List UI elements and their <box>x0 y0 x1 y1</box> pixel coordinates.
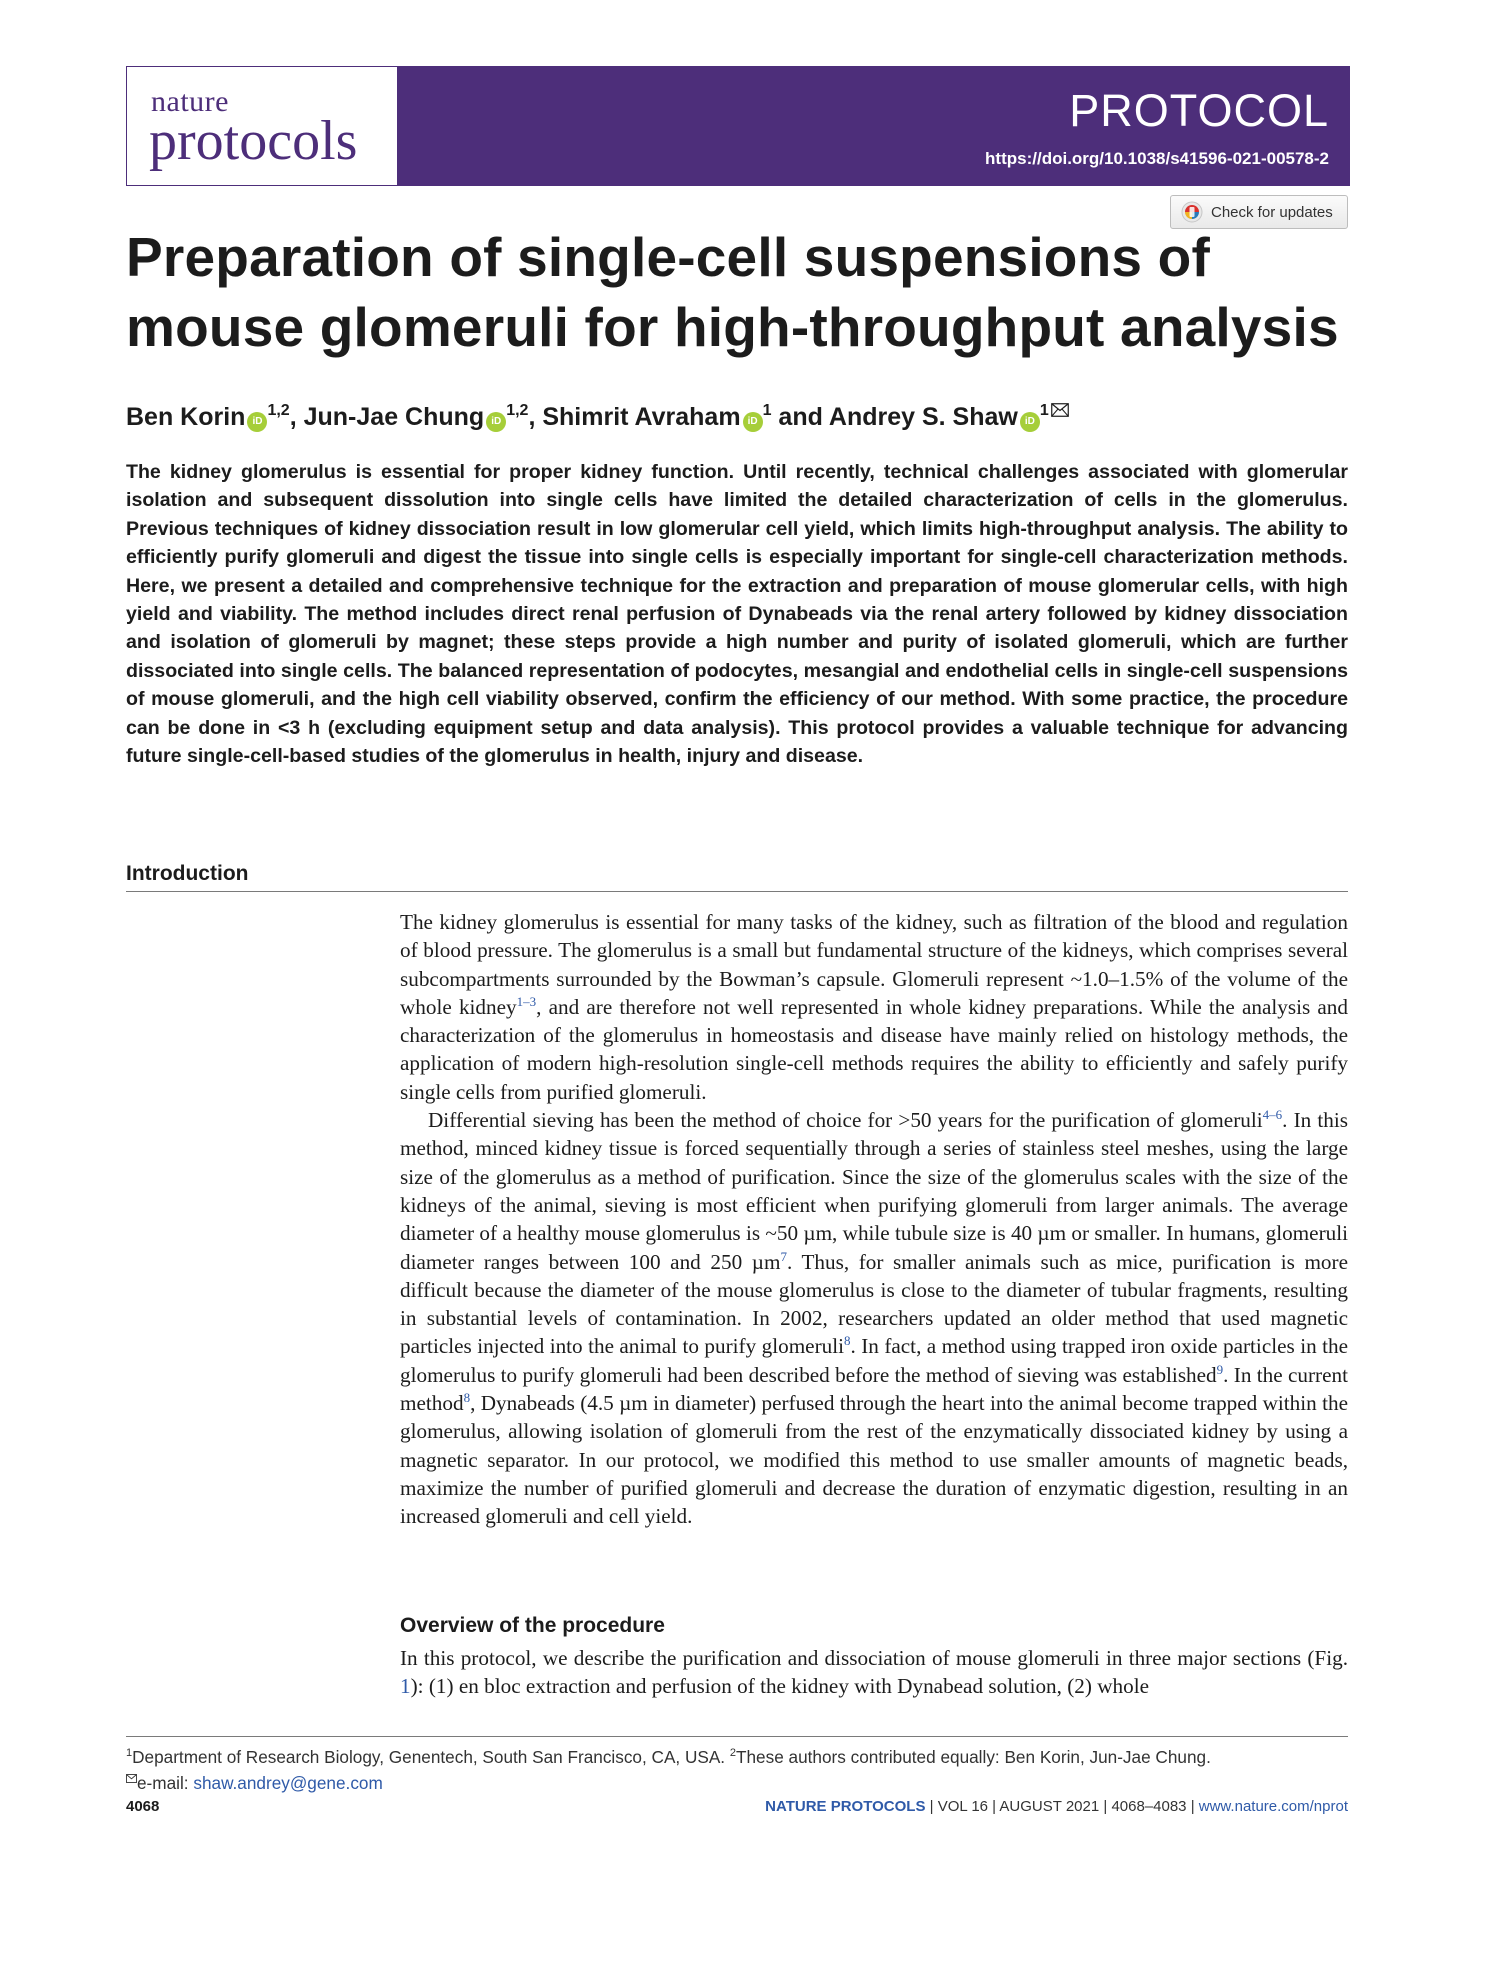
journal-url-link[interactable]: www.nature.com/nprot <box>1198 1798 1348 1815</box>
author-separator: , <box>528 403 536 431</box>
overview-heading: Overview of the procedure <box>400 1614 665 1637</box>
logo-nature-text: nature <box>151 85 229 118</box>
author-affiliation: 1 <box>762 402 772 419</box>
envelope-icon <box>126 1774 137 1783</box>
figure-link[interactable]: 1 <box>400 1674 411 1699</box>
page-number: 4068 <box>126 1798 160 1815</box>
text-run: . Thus, for smaller animals such as mice, purification is more difficult because the diameter of the mouse glomerulus is close to the diameter of tubular fragments, resulting in substantial levels of contamination. In 2002, researchers updated an older method that used magnetic particles injected into the animal to purify glomeruli <box>400 1249 1348 1359</box>
journal-logo[interactable] <box>127 67 398 185</box>
introduction-body <box>400 908 1348 1531</box>
doi-link[interactable]: https://doi.org/10.1038/s41596-021-00578-2 <box>985 149 1329 168</box>
orcid-icon[interactable]: iD <box>1020 412 1040 432</box>
email-footnote <box>126 1770 1348 1796</box>
author-list <box>126 393 1356 435</box>
citation-link[interactable]: 7 <box>780 1248 787 1264</box>
author-affiliation: 1 <box>1039 402 1049 419</box>
affiliation-text: Department of Research Biology, Genentech, South San Francisco, CA, USA. <box>132 1747 726 1767</box>
article-title: Preparation of single-cell suspensions of mouse glomeruli for high-throughput analysis <box>126 226 1339 358</box>
banner-band <box>397 67 1349 185</box>
text-run: ): (1) en bloc extraction and perfusion of the kidney with Dynabead solution, (2) whole <box>410 1674 1150 1699</box>
check-for-updates-label: Check for updates <box>1211 203 1333 221</box>
citation-link[interactable]: 8 <box>844 1333 851 1349</box>
footnotes <box>126 1744 1348 1796</box>
citation-link[interactable]: 1–3 <box>516 993 537 1009</box>
abstract: The kidney glomerulus is essential for proper kidney function. Until recently, technical challenges associated with glomerular isolation and subsequent dissolution into single cells have limited the detailed characterization of cells in the glomerulus. Previous techniques of kidney dissociation result in low glomerular cell yield, which limits high-throughput analysis. The ability to efficiently purify glomeruli and digest the tissue into single cells is especially important for single-cell characterization methods. Here, we present a detailed and comprehensive technique for the extraction and preparation of mouse glomerular cells, with high yield and viability. The method includes direct renal perfusion of Dynabeads via the renal artery followed by kidney dissociation and isolation of glomeruli by magnet; these steps provide a high number and purity of isolated glomeruli, which are further dissociated into single cells. The balanced representation of podocytes, mesangial and endothelial cells in single-cell suspensions of mouse glomeruli, and the high cell viability observed, confirm the efficiency of our method. With some practice, the procedure can be done in <3 h (excluding equipment setup and data analysis). This protocol provides a valuable technique for advancing future single-cell-based studies of the glomerulus in health, injury and disease. <box>126 461 1348 768</box>
paragraph <box>400 1106 1348 1530</box>
text-run: Differential sieving has been the method of choice for >50 years for the purification of glomeruli <box>428 1108 1263 1133</box>
equal-contribution-text: These authors contributed equally: Ben Korin, Jun-Jae Chung. <box>735 1747 1211 1767</box>
author-separator-and: and <box>778 403 823 431</box>
text-run: , and are therefore not well represented in whole kidney preparations. While the analysis and characterization of the glomerulus in homeostasis and disease have mainly relied on histology methods, the application of modern high-resolution single-cell methods requires the ability to efficiently and safely purify single cells from purified glomeruli. <box>400 994 1348 1104</box>
author-separator: , <box>289 403 297 431</box>
email-label: e-mail: <box>137 1773 189 1793</box>
citation-link[interactable]: 9 <box>1216 1361 1224 1377</box>
author-name[interactable]: Shimrit Avraham <box>542 403 741 431</box>
introduction-heading: Introduction <box>126 862 249 885</box>
footnote-marker: 1 <box>126 1747 133 1759</box>
journal-footer: NATURE PROTOCOLS | VOL 16 | AUGUST 2021 | 4068–4083 | www.nature.com/nprot <box>765 1798 1348 1815</box>
crossmark-icon <box>1181 201 1203 223</box>
text-run: In this protocol, we describe the purification and dissociation of mouse glomeruli in three major sections (Fig. <box>400 1646 1348 1670</box>
footnote-marker: 2 <box>729 1747 736 1759</box>
affiliation-footnote <box>126 1744 1348 1770</box>
text-run: . In the current method <box>400 1362 1348 1416</box>
orcid-icon[interactable]: iD <box>486 412 506 432</box>
journal-banner <box>126 66 1350 186</box>
journal-date: AUGUST 2021 <box>999 1798 1100 1815</box>
journal-volume: VOL 16 <box>937 1798 989 1815</box>
text-run: . In fact, a method using trapped iron oxide particles in the glomerulus to purify glomeruli had been described before the method of sieving was established <box>400 1334 1348 1387</box>
text-run: , Dynabeads (4.5 µm in diameter) perfused through the heart into the animal become trapped within the glomerulus, allowing isolation of glomeruli from the rest of the enzymatically dissociated kidney by using a magnetic separator. In our protocol, we modified this method to use smaller amounts of magnetic beads, maximize the number of purified glomeruli and decrease the duration of enzymatic digestion, resulting in an increased glomeruli and cell yield. <box>400 1391 1348 1529</box>
email-link[interactable]: shaw.andrey@gene.com <box>193 1773 383 1793</box>
article-type-label: PROTOCOL <box>1069 85 1329 136</box>
author-affiliation: 1,2 <box>267 402 290 419</box>
author-name[interactable]: Ben Korin <box>126 403 246 431</box>
author-name[interactable]: Jun-Jae Chung <box>303 403 485 431</box>
envelope-icon[interactable] <box>1051 403 1069 417</box>
overview-body <box>400 1644 1348 1701</box>
paragraph <box>400 908 1348 1106</box>
author-name[interactable]: Andrey S. Shaw <box>828 403 1018 431</box>
section-divider <box>126 891 1348 892</box>
citation-link[interactable]: 4–6 <box>1262 1107 1283 1123</box>
orcid-icon[interactable]: iD <box>247 412 267 432</box>
paragraph <box>400 1644 1348 1701</box>
journal-pages: 4068–4083 <box>1111 1798 1187 1815</box>
footnote-divider <box>126 1736 1348 1737</box>
text-run: . In this method, minced kidney tissue is forced sequentially through a series of stainless steel meshes, using the large size of the glomerulus as a method of purification. Since the size of the glomerulus scales with the size of the kidneys of the animal, sieving is most efficient when purifying glomeruli from larger animals. The average diameter of a healthy mouse glomerulus is ~50 µm, while tubule size is 40 µm or smaller. In humans, glomeruli diameter ranges between 100 and 250 µm <box>400 1108 1348 1274</box>
citation-link[interactable]: 8 <box>463 1390 471 1406</box>
author-affiliation: 1,2 <box>506 402 529 419</box>
orcid-icon[interactable]: iD <box>743 412 763 432</box>
logo-protocols-text: protocols <box>149 110 358 172</box>
text-run: The kidney glomerulus is essential for many tasks of the kidney, such as filtration of the blood and regulation of blood pressure. The glomerulus is a small but fundamental structure of the kidneys, which comprises several subcompartments surrounded by the Bowman’s capsule. Glomeruli represent ~1.0–1.5% of the volume of the whole kidney <box>400 910 1348 1019</box>
journal-name[interactable]: NATURE PROTOCOLS <box>765 1798 926 1815</box>
